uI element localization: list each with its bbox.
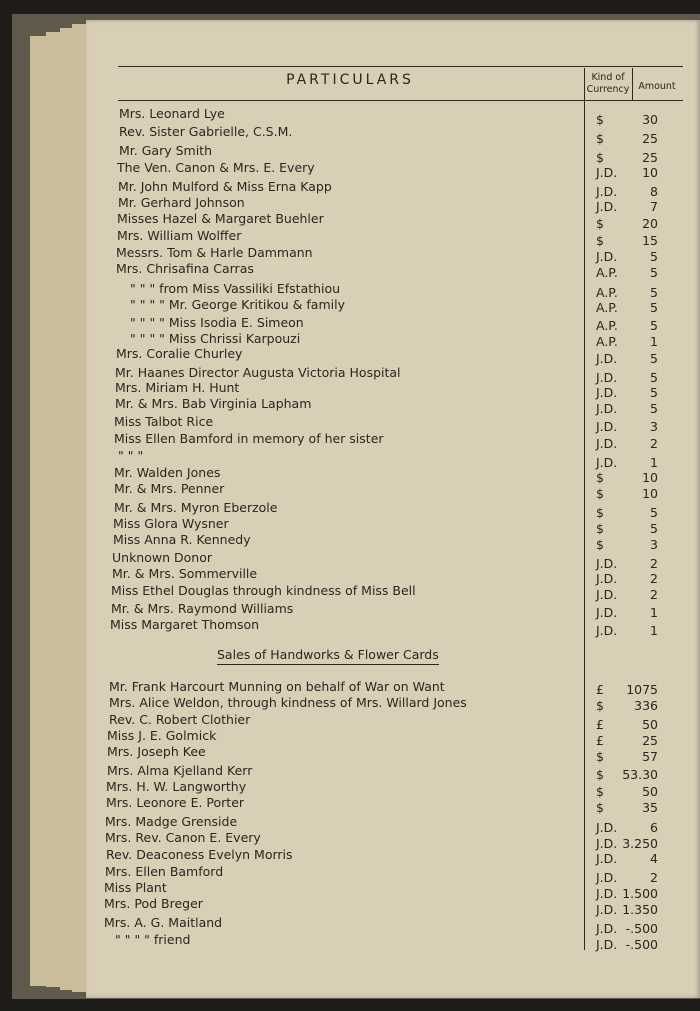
entry-name: Miss Anna R. Kennedy	[113, 532, 251, 547]
entry-currency: £	[596, 733, 604, 748]
entry-currency: £	[596, 717, 604, 732]
entry-currency: J.D.	[596, 886, 618, 901]
entry-currency: J.D.	[596, 605, 618, 620]
entry-currency: J.D.	[596, 587, 618, 602]
entry-name: Mrs. Joseph Kee	[107, 744, 206, 759]
entry-name: Mrs. Pod Breger	[104, 896, 203, 911]
entry-name: Mrs. H. W. Langworthy	[106, 779, 247, 794]
entry-name: " " " " friend	[115, 932, 191, 947]
entry-name: Misses Hazel & Margaret Buehler	[117, 211, 324, 226]
entry-amount: 1.500	[622, 886, 658, 901]
entry-currency: J.D.	[596, 401, 618, 416]
entry-currency: $	[596, 233, 604, 248]
entry-currency: J.D.	[596, 165, 618, 180]
entry-currency: J.D.	[596, 937, 618, 952]
entry-amount: 6	[650, 820, 658, 835]
entry-name: Mrs. Miriam H. Hunt	[115, 380, 240, 395]
entry-amount: 5	[650, 300, 658, 315]
header-top-rule	[118, 66, 683, 67]
entry-name: Mr. Gary Smith	[119, 143, 212, 158]
entry-amount: 53.30	[622, 767, 658, 782]
entry-name: Mr. Frank Harcourt Munning on behalf of War on Want	[109, 679, 445, 694]
entry-amount: 2	[650, 556, 658, 571]
entry-currency: J.D.	[596, 820, 618, 835]
entry-currency: A.P.	[596, 265, 618, 280]
entry-name: Messrs. Tom & Harle Dammann	[116, 245, 313, 260]
entry-currency: J.D.	[596, 351, 618, 366]
entry-amount: 2	[650, 870, 658, 885]
entry-amount: 5	[650, 521, 658, 536]
entry-name: " " " " Mr. George Kritikou & family	[130, 297, 345, 312]
entry-name: " " "	[118, 448, 144, 463]
entry-amount: 2	[650, 436, 658, 451]
entry-amount: 8	[650, 184, 658, 199]
entry-amount: 5	[650, 265, 658, 280]
entry-amount: 57	[642, 749, 658, 764]
entry-name: " " " " Miss Isodia E. Simeon	[130, 315, 304, 330]
entry-currency: A.P.	[596, 318, 618, 333]
entry-currency: J.D.	[596, 870, 618, 885]
entry-name: Miss J. E. Golmick	[107, 728, 217, 743]
entry-name: " " " from Miss Vassiliki Efstathiou	[130, 281, 341, 296]
entry-amount: -.500	[625, 921, 658, 936]
entry-amount: 5	[650, 505, 658, 520]
entry-amount: 5	[650, 385, 658, 400]
entry-amount: 1	[650, 623, 658, 638]
entry-amount: 5	[650, 318, 658, 333]
entry-currency: J.D.	[596, 436, 618, 451]
entry-currency: J.D.	[596, 571, 618, 586]
entry-currency: $	[596, 698, 604, 713]
entry-name: Mrs. Leonard Lye	[119, 106, 225, 121]
entry-name: Mrs. William Wolffer	[117, 228, 242, 243]
entry-name: Rev. Sister Gabrielle, C.S.M.	[119, 124, 293, 139]
entry-currency: J.D.	[596, 623, 618, 638]
entry-name: Mrs. Chrisafina Carras	[116, 261, 254, 276]
entry-name: Miss Ethel Douglas through kindness of Miss Bell	[111, 583, 416, 598]
entry-currency: $	[596, 150, 604, 165]
entry-amount: -.500	[625, 937, 658, 952]
entry-amount: 1	[650, 605, 658, 620]
entry-name: Unknown Donor	[112, 550, 212, 565]
entry-name: Mr. John Mulford & Miss Erna Kapp	[118, 179, 332, 194]
entry-name: Mr. & Mrs. Penner	[114, 481, 225, 496]
entry-currency: A.P.	[596, 285, 618, 300]
entry-amount: 2	[650, 587, 658, 602]
entry-currency: $	[596, 784, 604, 799]
entry-currency: $	[596, 521, 604, 536]
entry-currency: J.D.	[596, 921, 618, 936]
entry-currency: J.D.	[596, 419, 618, 434]
entry-currency: J.D.	[596, 370, 618, 385]
entry-currency: J.D.	[596, 836, 618, 851]
entry-amount: 10	[642, 486, 658, 501]
entry-amount: 4	[650, 851, 658, 866]
entry-amount: 25	[642, 150, 658, 165]
entry-name: Mr. Walden Jones	[114, 465, 221, 480]
column-divider	[632, 68, 633, 100]
entry-currency: J.D.	[596, 385, 618, 400]
entry-amount: 1	[650, 455, 658, 470]
entry-name: Mrs. Alma Kjelland Kerr	[107, 763, 253, 778]
entry-name: Mr. Gerhard Johnson	[118, 195, 245, 210]
entry-currency: J.D.	[596, 902, 618, 917]
entry-amount: 1075	[626, 682, 658, 697]
entry-amount: 2	[650, 571, 658, 586]
entry-currency: J.D.	[596, 851, 618, 866]
entry-currency: J.D.	[596, 455, 618, 470]
entry-amount: 7	[650, 199, 658, 214]
entry-currency: A.P.	[596, 300, 618, 315]
entry-amount: 5	[650, 249, 658, 264]
entry-currency: $	[596, 131, 604, 146]
entry-name: Miss Ellen Bamford in memory of her sister	[114, 431, 384, 446]
entry-amount: 50	[642, 717, 658, 732]
entry-amount: 15	[642, 233, 658, 248]
entry-name: Mrs. Coralie Churley	[116, 346, 243, 361]
entry-amount: 50	[642, 784, 658, 799]
entry-name: Mrs. Alice Weldon, through kindness of Mrs. Willard Jones	[109, 695, 467, 710]
entry-currency: J.D.	[596, 199, 618, 214]
column-divider	[584, 68, 585, 950]
entry-currency: J.D.	[596, 249, 618, 264]
entry-amount: 35	[642, 800, 658, 815]
entry-amount: 25	[642, 733, 658, 748]
entry-name: Rev. Deaconess Evelyn Morris	[106, 847, 293, 862]
entry-amount: 1	[650, 334, 658, 349]
entry-currency: $	[596, 112, 604, 127]
entry-amount: 20	[642, 216, 658, 231]
entry-currency: $	[596, 470, 604, 485]
entry-amount: 3	[650, 537, 658, 552]
entry-name: Mr. & Mrs. Myron Eberzole	[114, 500, 278, 515]
entry-name: Miss Talbot Rice	[114, 414, 214, 429]
entry-amount: 5	[650, 401, 658, 416]
currency-column-header: Kind of Currency	[586, 72, 630, 95]
entry-amount: 30	[642, 112, 658, 127]
entry-amount: 336	[634, 698, 658, 713]
entry-currency: J.D.	[596, 184, 618, 199]
entry-currency: £	[596, 682, 604, 697]
entry-name: Mrs. Ellen Bamford	[105, 864, 224, 879]
entry-currency: $	[596, 749, 604, 764]
entry-amount: 5	[650, 370, 658, 385]
entry-amount: 10	[642, 165, 658, 180]
entry-name: Mr. & Mrs. Bab Virginia Lapham	[115, 396, 312, 411]
entry-name: Miss Plant	[104, 880, 167, 895]
header-bottom-rule	[118, 100, 683, 101]
entry-amount: 25	[642, 131, 658, 146]
entry-currency: $	[596, 486, 604, 501]
entry-currency: A.P.	[596, 334, 618, 349]
entry-name: Mr. & Mrs. Sommerville	[112, 566, 258, 581]
entry-name: Mrs. A. G. Maitland	[104, 915, 223, 930]
entry-name: Mr. Haanes Director Augusta Victoria Hospital	[115, 365, 401, 380]
entry-amount: 5	[650, 285, 658, 300]
entry-amount: 3	[650, 419, 658, 434]
entry-name: " " " " Miss Chrissi Karpouzi	[130, 331, 301, 346]
page-title: PARTICULARS	[286, 72, 414, 88]
entry-name: Miss Glora Wysner	[113, 516, 229, 531]
entry-name: Mrs. Madge Grenside	[105, 814, 238, 829]
entry-currency: $	[596, 537, 604, 552]
entry-amount: 10	[642, 470, 658, 485]
entry-name: Miss Margaret Thomson	[110, 617, 260, 632]
entry-currency: J.D.	[596, 556, 618, 571]
entry-currency: $	[596, 767, 604, 782]
entry-currency: $	[596, 800, 604, 815]
entry-amount: 5	[650, 351, 658, 366]
entry-currency: $	[596, 505, 604, 520]
section-heading: Sales of Handworks & Flower Cards	[217, 647, 439, 665]
entry-name: The Ven. Canon & Mrs. E. Every	[117, 160, 315, 175]
entry-amount: 1.350	[622, 902, 658, 917]
amount-column-header: Amount	[638, 81, 676, 92]
entry-currency: $	[596, 216, 604, 231]
entry-name: Mr. & Mrs. Raymond Williams	[111, 601, 294, 616]
entry-name: Rev. C. Robert Clothier	[109, 712, 251, 727]
entry-name: Mrs. Rev. Canon E. Every	[105, 830, 261, 845]
entry-amount: 3.250	[622, 836, 658, 851]
entry-name: Mrs. Leonore E. Porter	[106, 795, 245, 810]
